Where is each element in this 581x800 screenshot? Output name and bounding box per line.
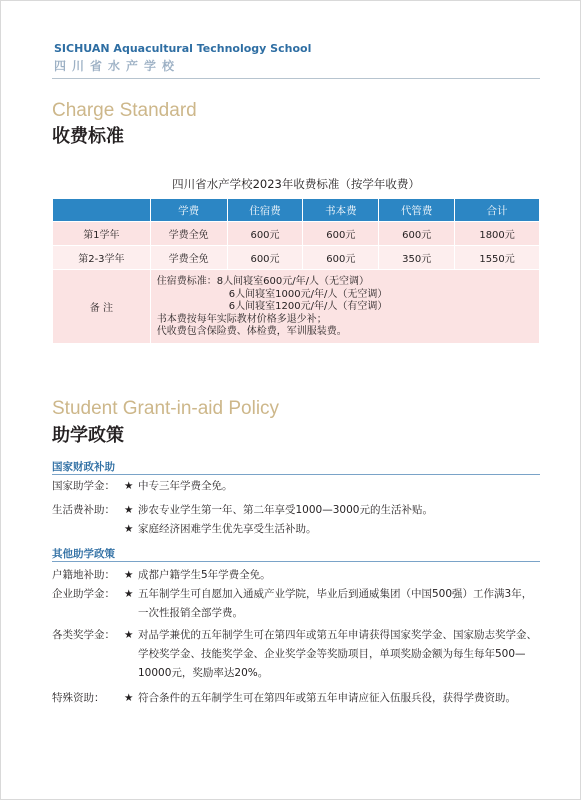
fee-table-title: 四川省水产学校2023年收费标准（按学年收费） bbox=[172, 177, 420, 191]
policy-text: 符合条件的五年制学生可在第四年或第五年申请应征入伍服兵役，获得学费资助。 bbox=[138, 692, 516, 704]
star-icon: ★ bbox=[124, 629, 134, 641]
column-header bbox=[53, 199, 151, 222]
school-name-en: SICHUAN Aquacultural Technology School bbox=[54, 42, 312, 55]
table-row bbox=[53, 246, 540, 270]
note-line: 书本费按每年实际教材价格多退少补； bbox=[156, 313, 327, 325]
header-divider bbox=[52, 78, 540, 79]
note-line: 代收费包含保险费、体检费，军训服装费。 bbox=[156, 326, 347, 338]
table-cell: 600元 bbox=[303, 222, 379, 246]
table-cell: 第2-3学年 bbox=[53, 246, 151, 270]
column-header: 书本费 bbox=[303, 199, 379, 222]
policy-label: 特殊资助： bbox=[52, 692, 105, 704]
table-cell: 学费全免 bbox=[150, 246, 227, 270]
policy-label: 国家助学金： bbox=[52, 480, 115, 492]
star-icon: ★ bbox=[124, 569, 134, 581]
table-cell: 第1学年 bbox=[53, 222, 151, 246]
table-cell: 600元 bbox=[227, 246, 303, 270]
notes-cell bbox=[150, 270, 539, 344]
other-aid-heading: 其他助学政策 bbox=[52, 548, 115, 560]
table-cell: 学费全免 bbox=[150, 222, 227, 246]
column-header: 代管费 bbox=[379, 199, 455, 222]
star-icon: ★ bbox=[124, 480, 134, 492]
policy-text: 家庭经济困难学生优先享受生活补助。 bbox=[138, 523, 317, 535]
star-icon: ★ bbox=[124, 504, 134, 516]
note-line: 住宿费标准：8人间寝室600元/年/人（无空调） bbox=[156, 276, 369, 287]
policy-text: 中专三年学费全免。 bbox=[138, 480, 233, 492]
fee-table bbox=[52, 198, 540, 344]
table-row bbox=[53, 222, 540, 246]
school-name-cn: 四川省水产学校 bbox=[54, 59, 181, 73]
star-icon: ★ bbox=[124, 523, 134, 535]
charge-title-en: Charge Standard bbox=[52, 100, 197, 121]
policy-label: 各类奖学金： bbox=[52, 629, 115, 641]
policy-text: 五年制学生可自愿加入通威产业学院，毕业后到通威集团（中国500强）工作满3年，一次性报销全部学费。 bbox=[138, 588, 533, 619]
fee-table-header bbox=[53, 199, 540, 222]
note-line: 6人间寝室1000元/年/人（无空调） bbox=[228, 288, 388, 300]
policy-text: 对品学兼优的五年制学生可在第四年或第五年申请获得国家奖学金、国家励志奖学金、学校奖学金、技能奖学金、企业奖学金等奖励项目，单项奖励金额为每生每年500—10000元，奖励率达20%。 bbox=[138, 629, 537, 679]
national-aid-heading: 国家财政补助 bbox=[52, 461, 115, 473]
national-aid-divider bbox=[52, 474, 540, 475]
policy-text: 涉农专业学生第一年、第二年享受1000—3000元的生活补贴。 bbox=[138, 504, 433, 516]
column-header: 合计 bbox=[455, 199, 540, 222]
other-aid-divider bbox=[52, 561, 540, 562]
column-header: 学费 bbox=[150, 199, 227, 222]
star-icon: ★ bbox=[124, 588, 134, 600]
note-line: 6人间寝室1200元/年/人（有空调） bbox=[228, 301, 388, 313]
table-cell: 600元 bbox=[227, 222, 303, 246]
table-cell: 1800元 bbox=[455, 222, 540, 246]
table-cell: 1550元 bbox=[455, 246, 540, 270]
notes-row bbox=[53, 270, 540, 344]
grant-title-cn: 助学政策 bbox=[52, 425, 124, 446]
policy-label: 生活费补助： bbox=[52, 504, 115, 516]
charge-title-cn: 收费标准 bbox=[52, 126, 124, 147]
policy-text: 成都户籍学生5年学费全免。 bbox=[138, 569, 271, 581]
policy-label: 企业助学金： bbox=[52, 588, 115, 600]
star-icon: ★ bbox=[124, 692, 134, 704]
table-cell: 600元 bbox=[379, 222, 455, 246]
column-header: 住宿费 bbox=[227, 199, 303, 222]
table-cell: 600元 bbox=[303, 246, 379, 270]
policy-label: 户籍地补助： bbox=[52, 569, 115, 581]
notes-label: 备 注 bbox=[53, 270, 151, 344]
table-cell: 350元 bbox=[379, 246, 455, 270]
grant-title-en: Student Grant-in-aid Policy bbox=[52, 398, 280, 419]
